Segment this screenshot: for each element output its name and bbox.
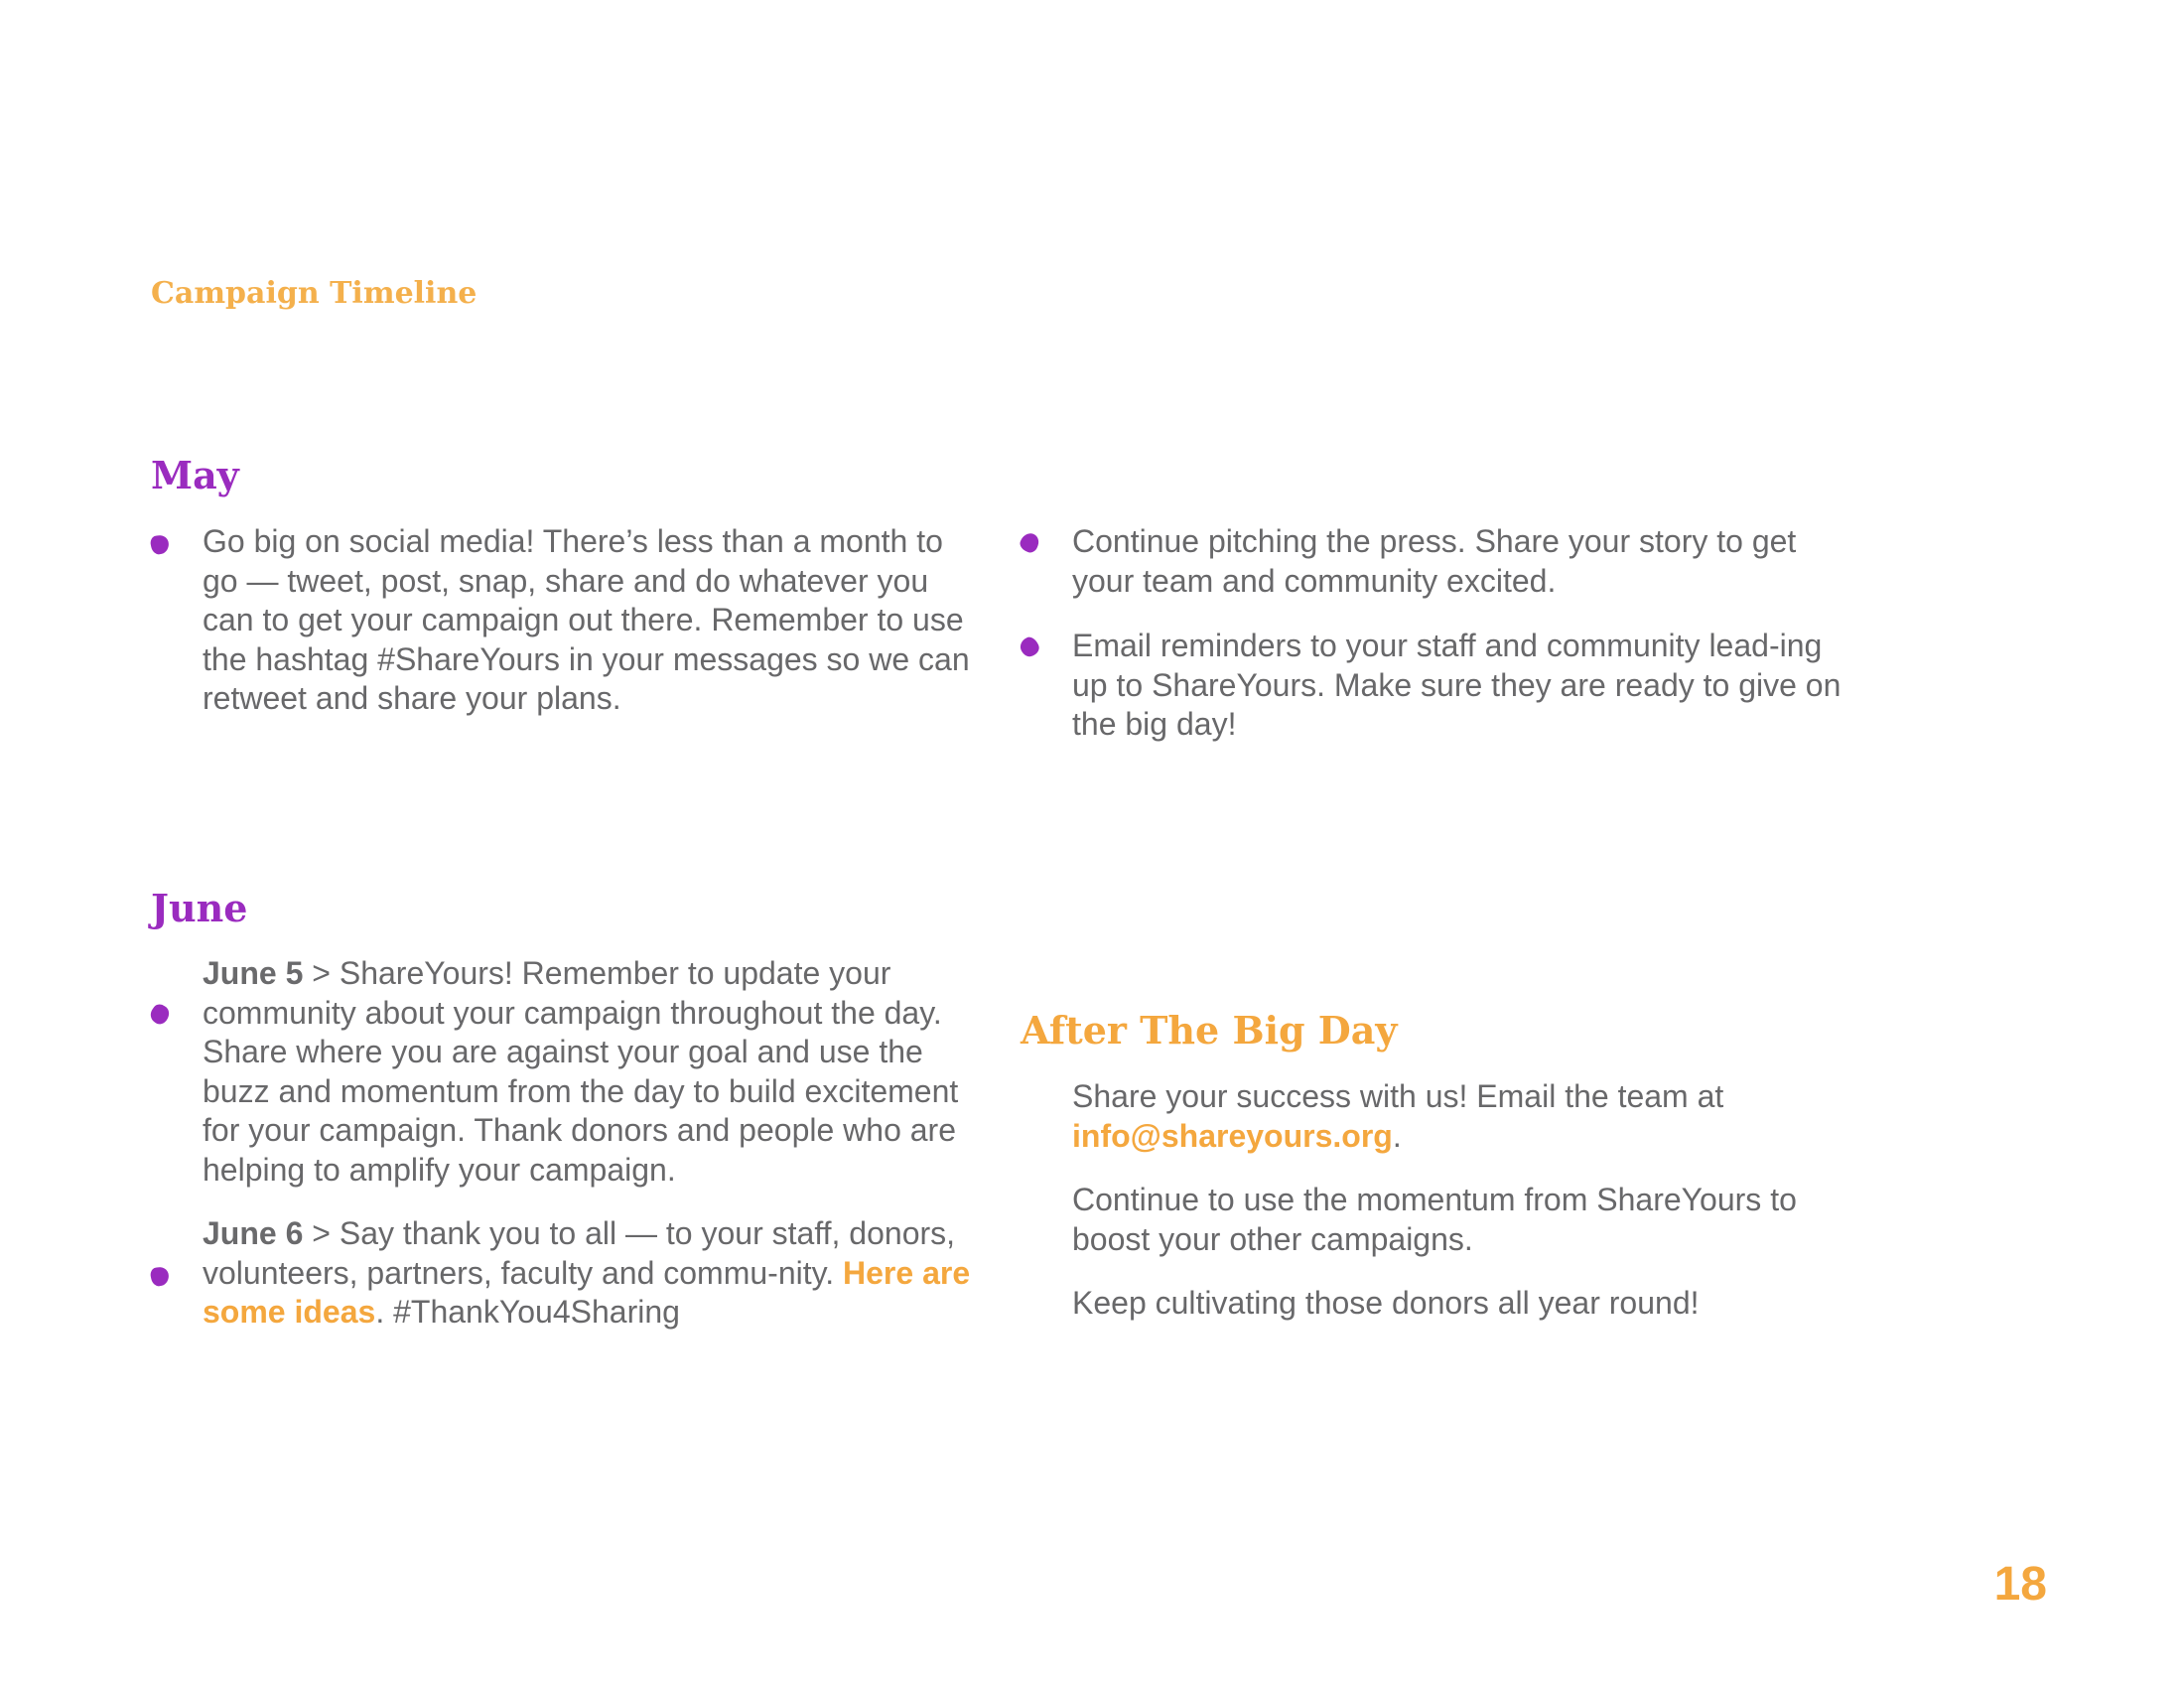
after-item-momentum: Continue to use the momentum from ShareYours to boost your other campaigns. — [1072, 1182, 1797, 1257]
email-link[interactable]: info@shareyours.org — [1072, 1117, 1393, 1154]
after-item-share — [1021, 1077, 1864, 1156]
after-item-share-text: Share your success with us! Email the team at — [1072, 1078, 1724, 1114]
may-item-social-text: Go big on social media! There’s less than a month to go — tweet, post, snap, share and do whatever you can to get your campaign out there. Remember to use the hashtag #ShareYours in your messages so we can retweet and share your plans. — [203, 523, 970, 716]
may-column-left — [151, 522, 975, 744]
may-item-press — [1021, 522, 1864, 601]
june-heading: June — [151, 886, 248, 930]
may-item-email — [1021, 627, 1864, 745]
bullet-blob-icon — [1018, 530, 1040, 554]
may-column-right — [1021, 522, 1864, 770]
june-column — [151, 954, 975, 1357]
ideas-link[interactable]: Here are some ideas — [203, 1254, 971, 1330]
june-item-6 — [151, 1214, 975, 1333]
may-item-social — [151, 522, 975, 719]
bullet-blob-icon — [149, 1265, 171, 1287]
june-item-6-text: > Say thank you to all — to your staff, donors, volunteers, partners, faculty and commu-nity. — [203, 1215, 956, 1291]
june-item-5-date: June 5 — [203, 955, 304, 991]
after-heading: After The Big Day — [1021, 1008, 1398, 1053]
june-item-6-after: . #ThankYou4Sharing — [375, 1294, 680, 1330]
eyebrow-title: Campaign Timeline — [151, 276, 478, 311]
may-heading: May — [151, 453, 239, 497]
page-number: 18 — [1993, 1558, 2047, 1611]
june-item-6-date: June 6 — [203, 1215, 304, 1251]
after-item-share-end: . — [1392, 1117, 1402, 1154]
bullet-blob-icon — [147, 1002, 173, 1028]
june-item-5 — [151, 954, 975, 1190]
june-item-5-text: > ShareYours! Remember to update your community about your campaign throughout the day. Share where you are against your goal and use the buzz and momentum from the day to build excitement for your campaign. Thank donors and people who are helping to amplify your campaign. — [203, 955, 959, 1188]
after-item-cultivate: Keep cultivating those donors all year round! — [1072, 1285, 1700, 1321]
bullet-blob-icon — [1018, 634, 1041, 659]
after-column — [1021, 1077, 1864, 1348]
may-item-press-text: Continue pitching the press. Share your story to get your team and community excited. — [1072, 523, 1797, 599]
may-item-email-text: Email reminders to your staff and community lead-ing up to ShareYours. Make sure they are ready to give on the big day! — [1072, 628, 1842, 742]
bullet-blob-icon — [149, 533, 171, 555]
